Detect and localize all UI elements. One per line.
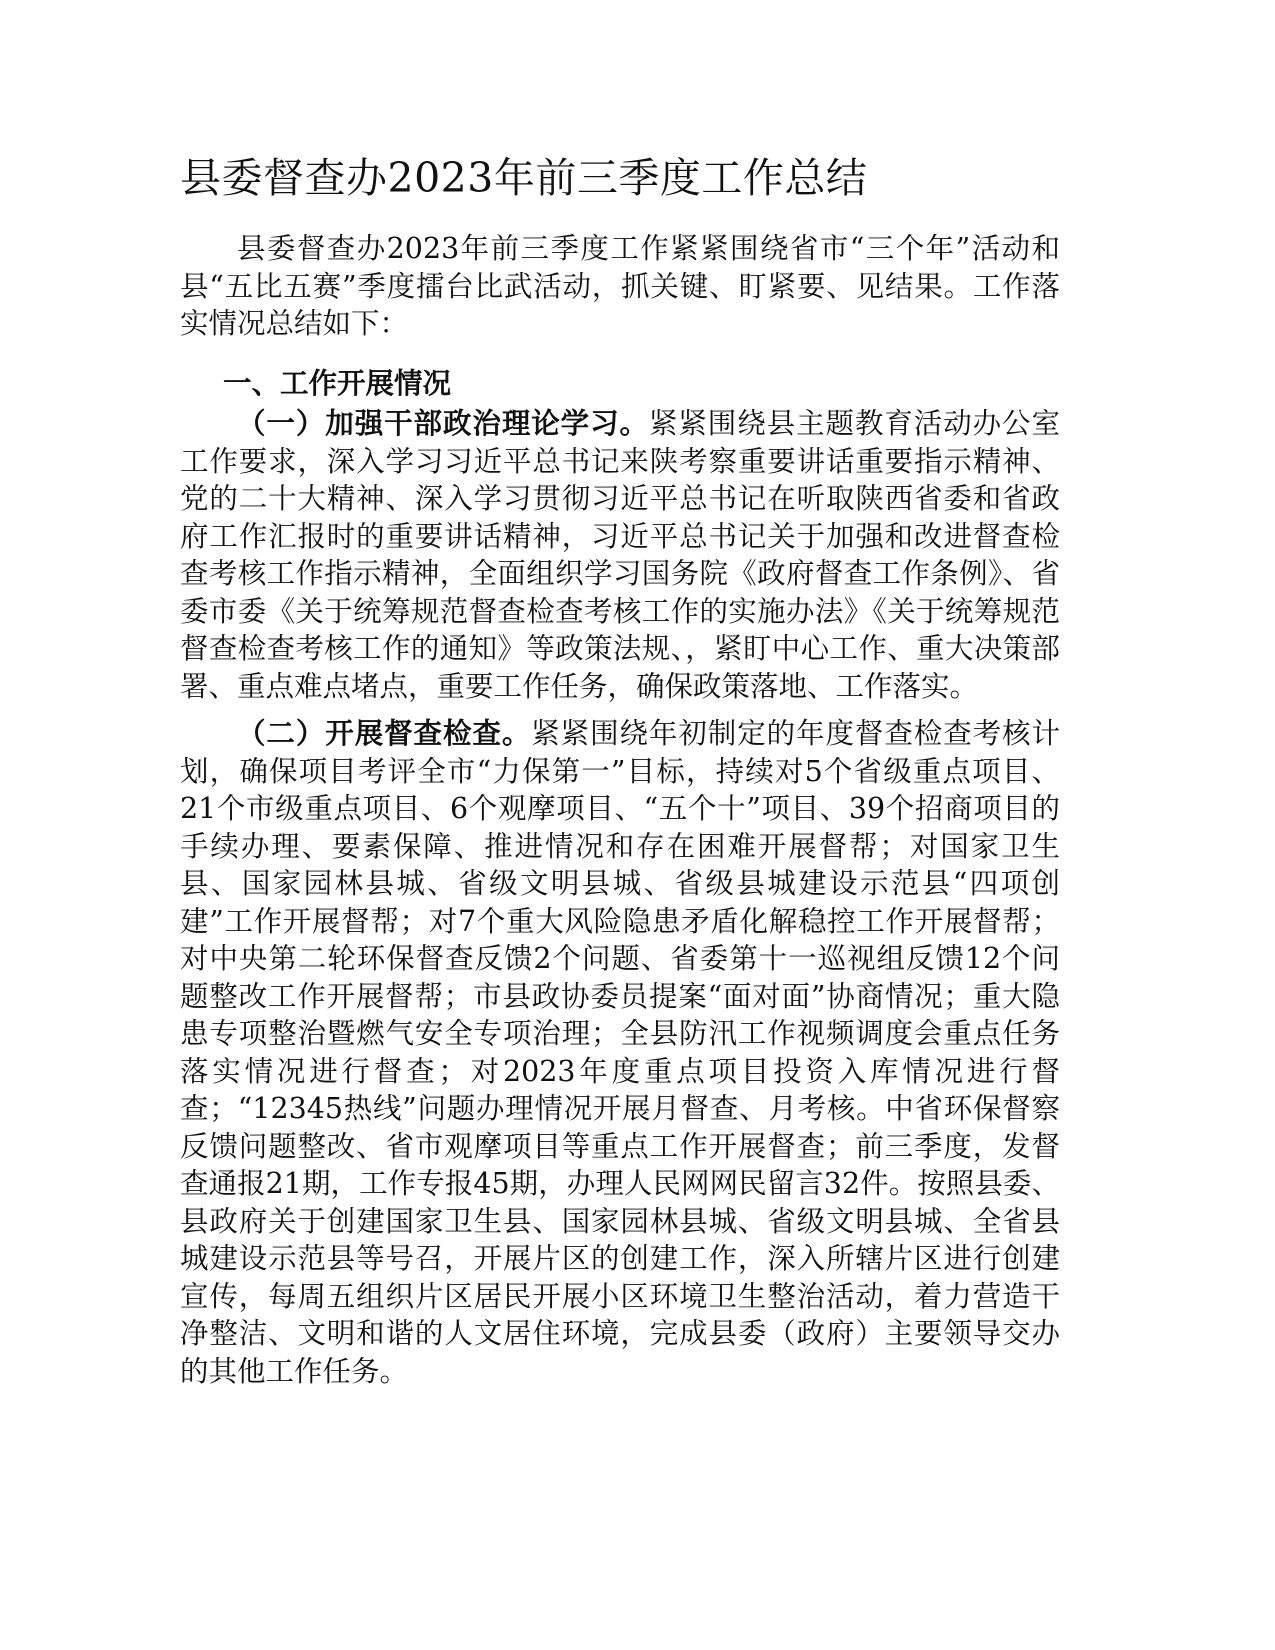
section-item-1-lead: （一）加强干部政治理论学习。	[237, 406, 649, 440]
section-item-2-body: 紧紧围绕年初制定的年度督查检查考核计划，确保项目考评全市“力保第一”目标，持续对5个省级重点项目、21个市级重点项目、6个观摩项目、“五个十”项目、39个招商项目的手续办理、要素保障、推进情况和存在困难开展督帮；对国家卫生县、国家园林县城、省级文明县城、省级县城建设示范县“四项创建”工作开展督帮；对7个重大风险隐患矛盾化解稳控工作开展督帮；对中央第二轮环保督查反馈2个问题、省委第十一巡视组反馈12个问题整改工作开展督帮；市县政协委员提案“面对面”协商情况；重大隐患专项整治暨燃气安全专项治理；全县防汛工作视频调度会重点任务落实情况进行督查；对2023年度重点项目投资入库情况进行督查；“12345热线”问题办理情况开展月督查、月考核。中省环保督察反馈问题整改、省市观摩项目等重点工作开展督查；前三季度，发督查通报21期，工作专报45期，办理人民网网民留言32件。按照县委、县政府关于创建国家卫生县、国家园林县城、省级文明县城、全省县城建设示范县等号召，开展片区的创建工作，深入所辖片区进行创建宣传，每周五组织片区居民开展小区环境卫生整治活动，着力营造干净整洁、文明和谐的人文居住环境，完成县委（政府）主要领导交办的其他工作任务。	[180, 717, 1060, 1388]
section-item-2	[180, 715, 1060, 1390]
intro-paragraph: 县委督查办2023年前三季度工作紧紧围绕省市“三个年”活动和县“五比五赛”季度擂台比武活动，抓关键、盯紧要、见结果。工作落实情况总结如下：	[180, 232, 1060, 340]
section-item-1-body: 紧紧围绕县主题教育活动办公室工作要求，深入学习习近平总书记来陕考察重要讲话重要指示精神、党的二十大精神、深入学习贯彻习近平总书记在听取陕西省委和省政府工作汇报时的重要讲话精神，习近平总书记关于加强和改进督查检查考核工作指示精神，全面组织学习国务院《政府督查工作条例》、省委市委《关于统筹规范督查检查考核工作的实施办法》《关于统筹规范督查检查考核工作的通知》等政策法规、，紧盯中心工作、重大决策部署、重点难点堵点，重要工作任务，确保政策落地、工作落实。	[180, 407, 1060, 703]
document-title: 县委督查办2023年前三季度工作总结	[180, 154, 868, 202]
section-heading: 一、工作开展情况	[223, 366, 452, 400]
section-item-1	[180, 405, 1060, 705]
section-item-2-lead: （二）开展督查检查。	[237, 716, 532, 750]
